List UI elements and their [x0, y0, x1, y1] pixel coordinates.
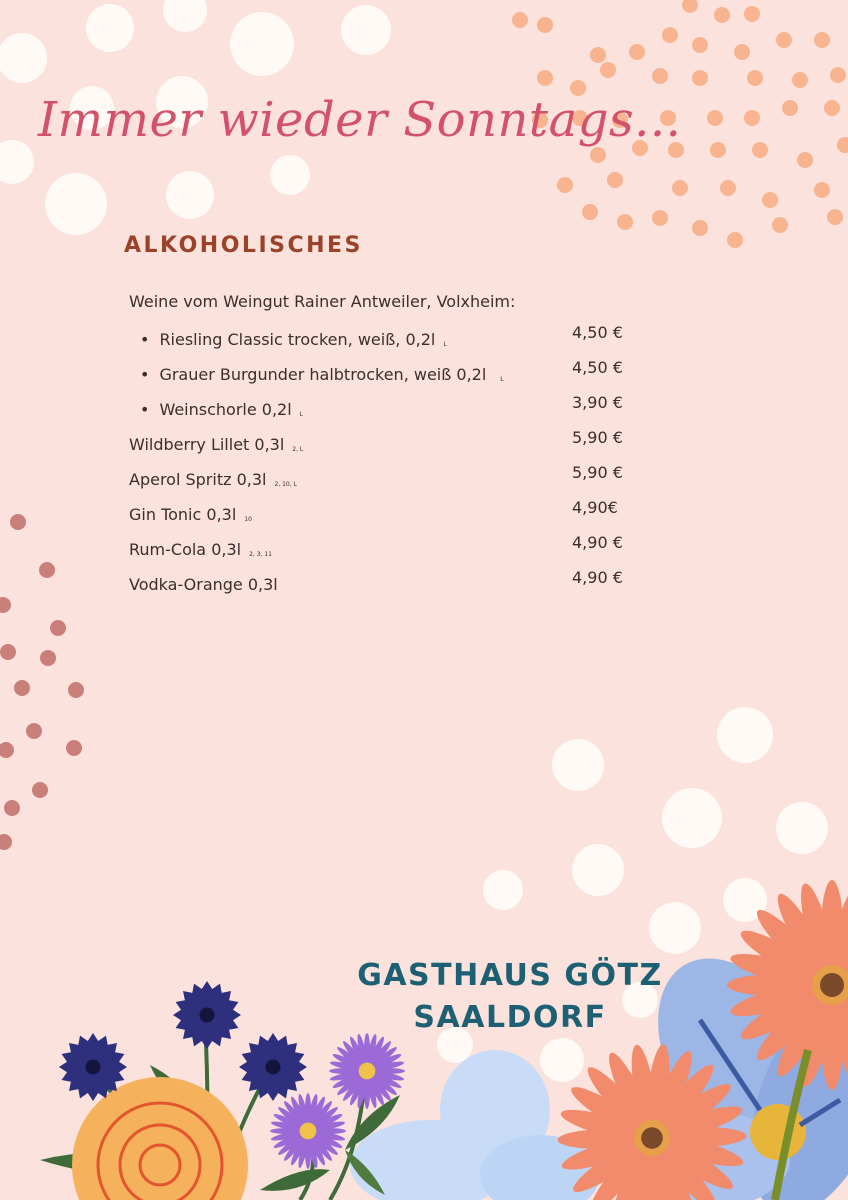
item-name: Gin Tonic 0,3l 10 — [129, 505, 252, 524]
item-name: Aperol Spritz 0,3l 2, 10, L — [129, 470, 297, 489]
allergen-note: L — [443, 341, 447, 348]
item-name: • Weinschorle 0,2l L — [140, 400, 303, 419]
menu-item — [0, 498, 848, 531]
item-name: Rum-Cola 0,3l 2, 3, 11 — [129, 540, 272, 559]
flower-core — [820, 973, 844, 997]
restaurant-name-line2: SAALDORF — [413, 1000, 607, 1035]
menu-item — [0, 428, 848, 461]
restaurant-name-line1: GASTHAUS GÖTZ — [357, 958, 663, 993]
flower-core — [200, 1008, 215, 1023]
flower-core — [641, 1127, 663, 1149]
menu-item — [0, 393, 848, 426]
allergen-note: L — [299, 411, 303, 418]
flower-core — [266, 1060, 281, 1075]
item-price: 4,50 € — [572, 323, 623, 342]
yellow-marigold — [72, 1077, 248, 1200]
item-price: 3,90 € — [572, 393, 623, 412]
page-title: Immer wieder Sonntags... — [38, 92, 682, 148]
bullet-icon: • — [140, 330, 150, 349]
menu-item — [0, 533, 848, 566]
flower-core — [86, 1060, 101, 1075]
winery-intro: Weine vom Weingut Rainer Antweiler, Volxheim: — [129, 292, 516, 311]
flower-core — [300, 1123, 317, 1140]
item-price: 4,50 € — [572, 358, 623, 377]
menu-item — [0, 463, 848, 496]
bullet-icon: • — [140, 365, 150, 384]
item-price: 4,90€ — [572, 498, 618, 517]
item-name: • Grauer Burgunder halbtrocken, weiß 0,2l L — [140, 365, 504, 384]
item-price: 5,90 € — [572, 428, 623, 447]
allergen-note: L — [500, 376, 504, 383]
allergen-note: 2, 3, 11 — [249, 551, 272, 558]
section-heading: ALKOHOLISCHES — [124, 233, 363, 258]
menu-item — [0, 568, 848, 601]
menu-item — [0, 358, 848, 391]
item-price: 4,90 € — [572, 533, 623, 552]
item-name: • Riesling Classic trocken, weiß, 0,2l L — [140, 330, 447, 349]
item-name: Vodka-Orange 0,3l — [129, 575, 278, 594]
bullet-icon: • — [140, 400, 150, 419]
allergen-note: 2, L — [292, 446, 304, 453]
allergen-note: 10 — [244, 516, 252, 523]
flower-core — [359, 1063, 376, 1080]
restaurant-name — [355, 955, 665, 1039]
menu-item — [0, 323, 848, 356]
allergen-note: 2, 10, L — [274, 481, 297, 488]
item-price: 5,90 € — [572, 463, 623, 482]
item-price: 4,90 € — [572, 568, 623, 587]
item-name: Wildberry Lillet 0,3l 2, L — [129, 435, 304, 454]
